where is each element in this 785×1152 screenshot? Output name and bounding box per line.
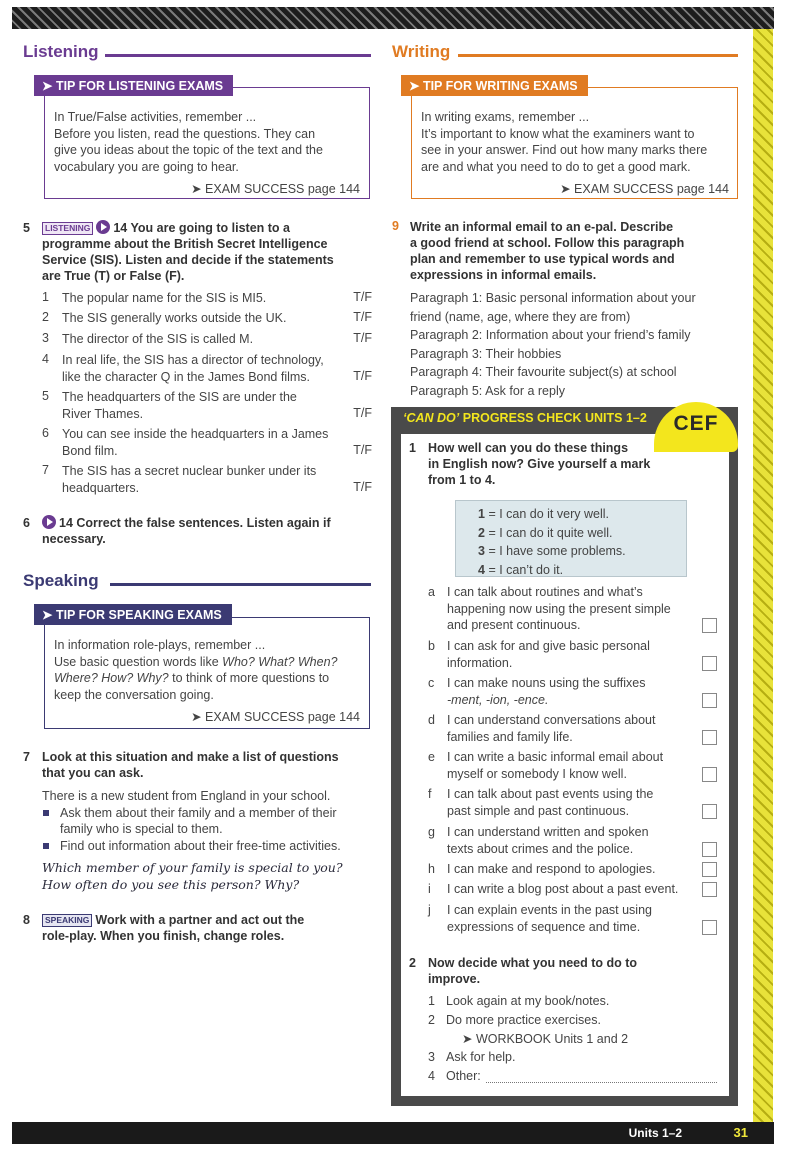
q7-instruction [42, 749, 372, 781]
item-text [447, 824, 697, 857]
mark-checkbox[interactable] [702, 920, 717, 935]
q5-instruction [42, 220, 372, 284]
item-line: I can explain events in the past using [447, 903, 652, 917]
true-false-item [42, 426, 372, 460]
writing-tip-tab: ➤ TIP FOR WRITING EXAMS [401, 75, 588, 96]
item-number: 1 [42, 290, 49, 304]
rating-scale-list [478, 505, 626, 579]
handwritten-answer [42, 859, 372, 893]
listening-heading: Listening [23, 42, 99, 61]
mark-checkbox[interactable] [702, 767, 717, 782]
item-letter: i [428, 882, 431, 896]
rating-row: 3 = I have some problems. [478, 544, 626, 558]
can-do-q2-instruction [428, 955, 698, 987]
tip-line: are and what you need to do to get a good mark. [421, 159, 691, 174]
true-false-item [42, 352, 372, 386]
question-number: 1 [409, 441, 416, 455]
listening-rule [105, 54, 371, 57]
item-text [447, 749, 697, 782]
item-line: I can make and respond to apologies. [447, 862, 656, 876]
true-false-mark[interactable]: T/F [353, 290, 372, 304]
writing-rule [458, 54, 738, 57]
statement-line: like the character Q in the James Bond films. [62, 369, 311, 384]
speaking-heading: Speaking [23, 571, 99, 590]
item-line: information. [447, 655, 513, 670]
statement-text [62, 290, 266, 307]
true-false-mark[interactable]: T/F [353, 310, 372, 324]
item-line: I can talk about routines and what’s [447, 585, 643, 599]
statement-line: The headquarters of the SIS are under the [62, 390, 297, 404]
statement-text [62, 352, 324, 385]
improve-item: 4 Other: [428, 1067, 723, 1086]
statement-line: The SIS generally works outside the UK. [62, 311, 287, 325]
speaking-tip-box [44, 617, 370, 729]
question-number: 2 [409, 956, 416, 970]
statement-text [62, 331, 253, 348]
question-number: 7 [23, 750, 30, 764]
footer-bar [12, 1122, 774, 1144]
statement-text [62, 389, 297, 422]
tip-line: see in your answer. Find out how many marks there [421, 143, 708, 157]
item-line: happening now using the present simple [447, 601, 671, 616]
q8-line: role-play. When you finish, change roles. [42, 929, 285, 943]
rating-row: 2 = I can do it quite well. [478, 525, 613, 540]
q2-line: Now decide what you need to do to [428, 956, 638, 970]
item-letter: d [428, 713, 435, 727]
true-false-mark[interactable]: T/F [353, 331, 372, 345]
true-false-mark[interactable]: T/F [353, 368, 372, 383]
page-number: 31 [733, 1125, 748, 1140]
item-line: I can write a basic informal email about [447, 750, 664, 764]
tip-line: In True/False activities, remember ... [54, 110, 257, 124]
track-number: 14 [113, 221, 128, 235]
true-false-mark[interactable]: T/F [353, 442, 372, 457]
item-text [447, 786, 697, 819]
q5-line: are True (T) or False (F). [42, 269, 185, 283]
item-number: 2 [42, 310, 49, 324]
item-letter: g [428, 825, 435, 839]
item-line: I can write a blog post about a past event. [447, 882, 679, 896]
tip-line: In writing exams, remember ... [421, 110, 590, 124]
question-number: 9 [392, 219, 399, 233]
exam-success-ref: ➤ EXAM SUCCESS page 144 [191, 710, 360, 724]
paragraph-plan-line: friend (name, age, where they are from) [410, 309, 631, 324]
q1-line: in English now? Give yourself a mark [428, 457, 651, 471]
q8-line: Work with a partner and act out the [95, 913, 305, 927]
statement-line: River Thames. [62, 406, 144, 421]
statement-text [62, 426, 328, 459]
writing-tip-box [411, 87, 738, 199]
paragraph-plan [410, 289, 740, 400]
item-line: I can understand written and spoken [447, 825, 649, 839]
item-letter: e [428, 750, 435, 764]
listening-badge: LISTENING [42, 222, 93, 235]
exam-success-ref: ➤ EXAM SUCCESS page 144 [191, 182, 360, 196]
q9-line: Write an informal email to an e-pal. Describe [410, 220, 674, 234]
bullet-item [42, 805, 372, 838]
statement-line: Bond film. [62, 443, 118, 458]
statement-line: In real life, the SIS has a director of technology, [62, 353, 324, 367]
mark-checkbox[interactable] [702, 804, 717, 819]
handwritten-line: Which member of your family is special to you? [42, 860, 343, 875]
item-line: families and family life. [447, 729, 573, 744]
speaking-rule [110, 583, 371, 586]
true-false-mark[interactable]: T/F [353, 405, 372, 420]
mark-checkbox[interactable] [702, 618, 717, 633]
q7-line: Look at this situation and make a list of questions [42, 750, 339, 764]
mark-checkbox[interactable] [702, 842, 717, 857]
tip-line: Before you listen, read the questions. They can [54, 126, 316, 141]
q6-line: necessary. [42, 532, 106, 546]
q1-line: from 1 to 4. [428, 473, 496, 487]
q5-statement-list [42, 290, 372, 500]
tip-line: Use basic question words like Who? What? When? [54, 654, 338, 669]
item-line: past simple and past continuous. [447, 803, 630, 818]
tip-line: It’s important to know what the examiners want to [421, 126, 695, 141]
q6-instruction [42, 515, 372, 547]
item-text [447, 584, 697, 634]
item-text [447, 675, 697, 708]
speaking-tip-tab: ➤ TIP FOR SPEAKING EXAMS [34, 604, 232, 625]
item-letter: j [428, 903, 431, 917]
bullet-line: Find out information about their free-time activities. [60, 838, 341, 853]
item-letter: c [428, 676, 435, 690]
true-false-mark[interactable]: T/F [353, 479, 372, 494]
mark-checkbox[interactable] [702, 862, 717, 877]
q5-line: Service (SIS). Listen and decide if the statements [42, 253, 334, 267]
mark-checkbox[interactable] [702, 882, 717, 897]
true-false-item [42, 389, 372, 423]
q9-line: plan and remember to use typical words and [410, 252, 675, 266]
footer-units: Units 1–2 [628, 1126, 682, 1140]
q6-line: Correct the false sentences. Listen again if [76, 516, 331, 530]
tip-line: give you ideas about the topic of the text and the [54, 143, 323, 157]
bullet-item [42, 838, 372, 855]
tip-line: vocabulary you are going to hear. [54, 159, 239, 174]
cef-label: CEF [673, 412, 719, 435]
improve-item-workbook: ➤ WORKBOOK Units 1 and 2 [462, 1031, 629, 1046]
tip-line: In information role-plays, remember ... [54, 638, 266, 652]
item-number: 4 [42, 352, 49, 366]
q1-line: How well can you do these things [428, 441, 629, 455]
mark-checkbox[interactable] [702, 656, 717, 671]
improve-item: 3 Ask for help. [428, 1050, 516, 1065]
item-text [447, 712, 697, 745]
listening-tip-tab: ➤ TIP FOR LISTENING EXAMS [34, 75, 233, 96]
item-line: -ment, -ion, -ence. [447, 692, 549, 707]
bullet-icon [43, 810, 49, 816]
tip-line: Where? How? Why? to think of more questions to [54, 671, 330, 685]
bullet-line: family who is special to them. [60, 822, 223, 836]
item-letter: b [428, 639, 435, 653]
audio-play-icon[interactable] [96, 220, 110, 234]
statement-line: The SIS has a secret nuclear bunker under its [62, 464, 317, 478]
item-number: 5 [42, 389, 49, 403]
paragraph-plan-item: Paragraph 3: Their hobbies [410, 346, 562, 361]
question-number: 8 [23, 913, 30, 927]
item-line: I can make nouns using the suffixes [447, 676, 646, 690]
q7-line: that you can ask. [42, 766, 144, 780]
statement-text [62, 463, 316, 496]
improve-item: 2 Do more practice exercises. [428, 1012, 601, 1027]
write-in-line[interactable] [486, 1082, 717, 1083]
item-letter: a [428, 585, 435, 599]
paragraph-plan-item: Paragraph 1: Basic personal information about your [410, 291, 696, 305]
item-line: texts about crimes and the police. [447, 841, 634, 856]
statement-line: The director of the SIS is called M. [62, 332, 254, 346]
q5-line: You are going to listen to a [130, 221, 290, 235]
paragraph-plan-item: Paragraph 4: Their favourite subject(s) at school [410, 365, 677, 379]
item-line: I can talk about past events using the [447, 787, 654, 801]
item-text [447, 861, 697, 878]
right-edge-stripe [753, 29, 773, 1122]
situation-intro: There is a new student from England in your school. [42, 789, 331, 803]
paragraph-plan-item: Paragraph 5: Ask for a reply [410, 383, 565, 398]
item-line: I can understand conversations about [447, 713, 656, 727]
item-line: and present continuous. [447, 618, 581, 632]
improve-item: 1 Look again at my book/notes. [428, 994, 610, 1008]
audio-play-icon[interactable] [42, 515, 56, 529]
speaking-badge: SPEAKING [42, 914, 92, 927]
statement-text [62, 310, 286, 327]
tip-line: keep the conversation going. [54, 687, 214, 702]
mark-checkbox[interactable] [702, 730, 717, 745]
writing-heading: Writing [392, 42, 451, 61]
can-do-q1-instruction [428, 440, 688, 488]
question-number: 5 [23, 221, 30, 235]
q9-instruction [410, 219, 740, 283]
rating-row: 4 = I can’t do it. [478, 562, 564, 577]
paragraph-plan-item: Paragraph 2: Information about your friend’s family [410, 328, 691, 342]
item-text [447, 881, 697, 898]
improve-options [428, 992, 723, 1086]
track-number: 14 [59, 516, 73, 530]
item-line: expressions of sequence and time. [447, 919, 641, 934]
item-number: 6 [42, 426, 49, 440]
q2-line: improve. [428, 972, 481, 986]
q8-instruction [42, 912, 372, 944]
q7-situation [42, 788, 372, 854]
question-number: 6 [23, 516, 30, 530]
q9-line: expressions in informal emails. [410, 268, 597, 282]
q9-line: a good friend at school. Follow this paragraph [410, 236, 685, 250]
item-line: myself or somebody I know well. [447, 766, 627, 781]
mark-checkbox[interactable] [702, 693, 717, 708]
can-do-title: ‘CAN DO’ PROGRESS CHECK UNITS 1–2 [403, 411, 647, 425]
statement-line: headquarters. [62, 480, 140, 495]
item-text [447, 902, 697, 935]
item-text [447, 638, 697, 671]
statement-line: You can see inside the headquarters in a James [62, 427, 329, 441]
bullet-icon [43, 843, 49, 849]
rating-row: 1 = I can do it very well. [478, 507, 609, 521]
listening-tip-box [44, 87, 370, 199]
top-stripe-bar [12, 7, 774, 29]
true-false-item [42, 463, 372, 497]
item-number: 7 [42, 463, 49, 477]
exam-success-ref: ➤ EXAM SUCCESS page 144 [560, 182, 729, 196]
item-line: I can ask for and give basic personal [447, 639, 650, 653]
statement-line: The popular name for the SIS is MI5. [62, 291, 267, 305]
item-letter: h [428, 862, 435, 876]
q5-line: programme about the British Secret Intelligence [42, 237, 328, 251]
bullet-line: Ask them about their family and a member of their [60, 805, 337, 820]
handwritten-line: How often do you see this person? Why? [42, 877, 300, 892]
rating-scale [455, 500, 687, 577]
item-number: 3 [42, 331, 49, 345]
item-letter: f [428, 787, 432, 801]
